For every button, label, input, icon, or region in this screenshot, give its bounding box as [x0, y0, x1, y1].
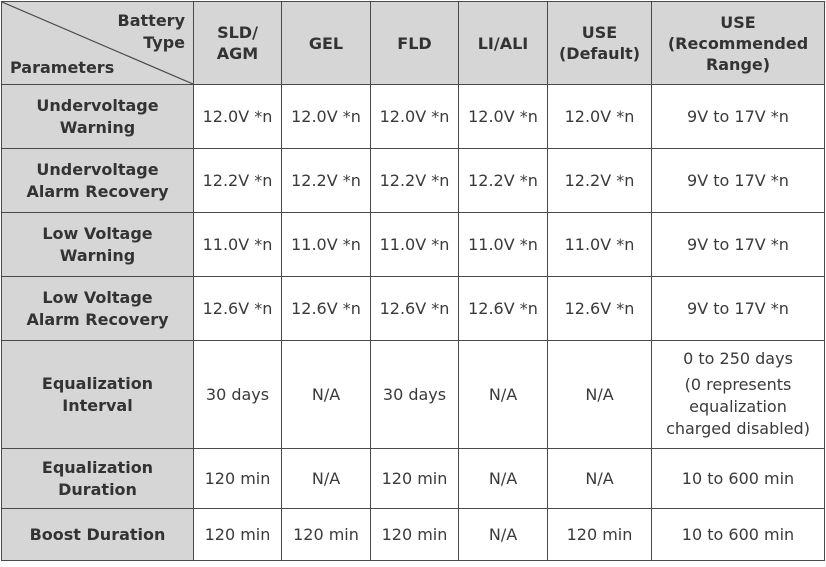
table-row — [2, 277, 825, 341]
table-cell: N/A — [282, 449, 371, 509]
table-cell: 11.0V *n — [194, 213, 282, 277]
table-row — [2, 449, 825, 509]
row-header-equalization-duration: Equalization Duration — [2, 449, 194, 509]
table-cell: N/A — [548, 341, 652, 449]
table-cell: 120 min — [194, 509, 282, 561]
table-cell: 12.0V *n — [459, 85, 548, 149]
table-cell: 12.0V *n — [282, 85, 371, 149]
col-header-li-ali: LI/ALI — [459, 2, 548, 85]
row-header-undervoltage-warning: Undervoltage Warning — [2, 85, 194, 149]
table-row — [2, 85, 825, 149]
table-cell: 12.6V *n — [282, 277, 371, 341]
table-row — [2, 149, 825, 213]
table-cell: N/A — [459, 449, 548, 509]
row-header-undervoltage-alarm-recovery: Undervoltage Alarm Recovery — [2, 149, 194, 213]
row-header-low-voltage-warning: Low Voltage Warning — [2, 213, 194, 277]
corner-header-cell — [2, 2, 194, 85]
table-cell: 12.2V *n — [194, 149, 282, 213]
header-row — [2, 2, 825, 85]
table-cell: 10 to 600 min — [652, 509, 825, 561]
table-cell: 11.0V *n — [282, 213, 371, 277]
table-cell-with-note — [652, 341, 825, 449]
col-header-fld: FLD — [371, 2, 459, 85]
table-cell: 12.6V *n — [459, 277, 548, 341]
table-cell: 30 days — [194, 341, 282, 449]
table-row — [2, 341, 825, 449]
table-cell: 12.2V *n — [282, 149, 371, 213]
table-cell: 120 min — [371, 509, 459, 561]
table-cell: 120 min — [371, 449, 459, 509]
row-header-low-voltage-alarm-recovery: Low Voltage Alarm Recovery — [2, 277, 194, 341]
table-cell: 12.2V *n — [459, 149, 548, 213]
table-row — [2, 213, 825, 277]
parameters-label: Parameters — [10, 58, 115, 77]
col-header-use-default: USE (Default) — [548, 2, 652, 85]
col-header-use-recommended: USE (Recommended Range) — [652, 2, 825, 85]
table-cell: 9V to 17V *n — [652, 213, 825, 277]
table-cell: 9V to 17V *n — [652, 277, 825, 341]
table-cell: 12.6V *n — [371, 277, 459, 341]
table-cell: 9V to 17V *n — [652, 85, 825, 149]
battery-parameters-table — [1, 1, 825, 561]
table-cell: 10 to 600 min — [652, 449, 825, 509]
range-value: 0 to 250 days — [683, 349, 793, 368]
table-cell: 120 min — [194, 449, 282, 509]
table-cell: 9V to 17V *n — [652, 149, 825, 213]
table-cell: 120 min — [282, 509, 371, 561]
table-cell: 30 days — [371, 341, 459, 449]
table-cell: N/A — [548, 449, 652, 509]
col-header-sld-agm: SLD/ AGM — [194, 2, 282, 85]
table-cell: N/A — [282, 341, 371, 449]
table-cell: 11.0V *n — [459, 213, 548, 277]
table-cell: 12.2V *n — [548, 149, 652, 213]
table-row — [2, 509, 825, 561]
table-cell: 11.0V *n — [371, 213, 459, 277]
table-cell: 12.0V *n — [548, 85, 652, 149]
row-header-boost-duration: Boost Duration — [2, 509, 194, 561]
table-cell: N/A — [459, 509, 548, 561]
table-cell: 12.6V *n — [194, 277, 282, 341]
col-header-gel: GEL — [282, 2, 371, 85]
table-cell: 12.0V *n — [194, 85, 282, 149]
battery-type-label: Battery Type — [117, 11, 185, 52]
table-cell: 12.6V *n — [548, 277, 652, 341]
table-cell: 11.0V *n — [548, 213, 652, 277]
table-cell: 120 min — [548, 509, 652, 561]
table-cell: 12.2V *n — [371, 149, 459, 213]
row-header-equalization-interval: Equalization Interval — [2, 341, 194, 449]
range-note: (0 represents equalization charged disabled) — [666, 375, 810, 438]
table-cell: N/A — [459, 341, 548, 449]
table-cell: 12.0V *n — [371, 85, 459, 149]
